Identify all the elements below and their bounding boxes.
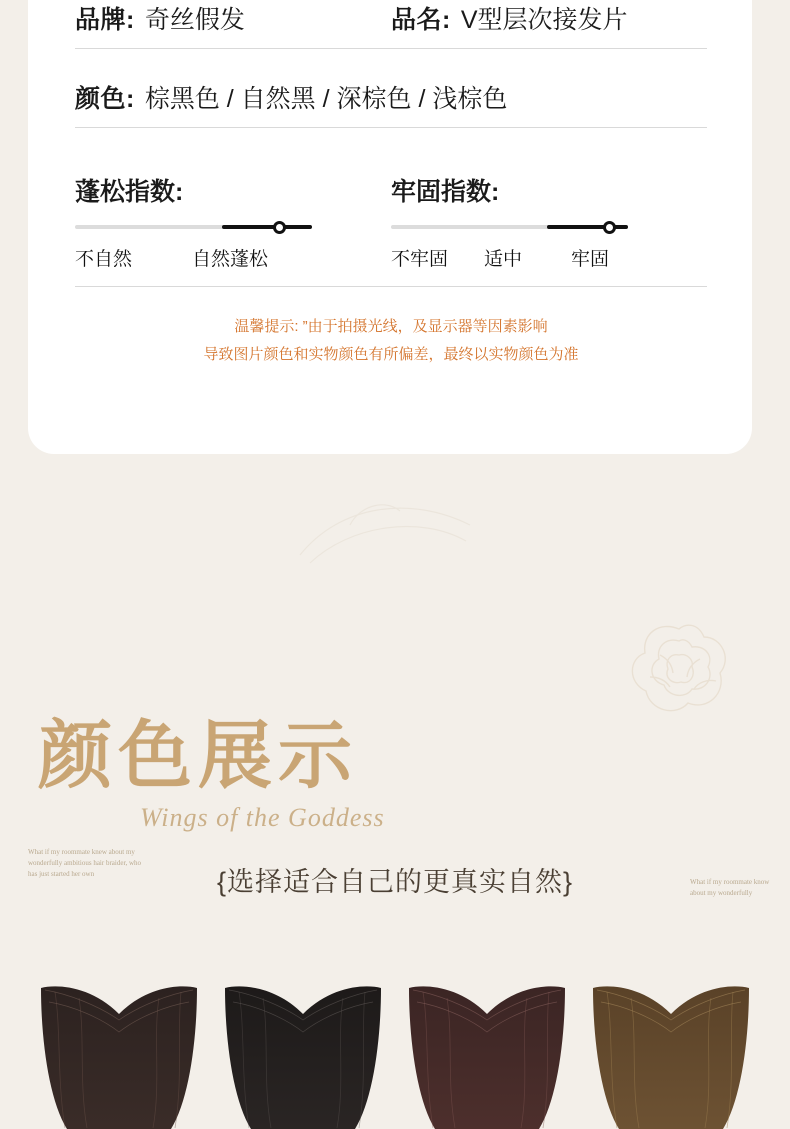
hair-piece-icon-3 bbox=[591, 980, 751, 1129]
fluffy-slider-knob[interactable] bbox=[273, 221, 286, 234]
disclaimer-line-2: 导致图片颜色和实物颜色有所偏差，最终以实物颜色为准 bbox=[203, 346, 579, 363]
firm-index-slider[interactable] bbox=[391, 222, 628, 232]
spec-content bbox=[75, 0, 707, 369]
brand-value: 奇丝假发 bbox=[144, 6, 245, 34]
spec-brand bbox=[75, 0, 391, 36]
color-label: 颜色: bbox=[75, 85, 135, 113]
color-showcase-section bbox=[0, 455, 790, 955]
swatch-item-3[interactable] bbox=[591, 980, 751, 1129]
spec-row-color bbox=[75, 79, 707, 128]
decor-microtext-right: What if my roommate know about my wonderfully bbox=[690, 878, 770, 897]
firm-slider-knob[interactable] bbox=[603, 221, 616, 234]
firm-index-title: 牢固指数: bbox=[391, 178, 500, 206]
decor-microtext-left: What if my roommate knew about my wonderfully ambitious hair braider, who has just started her own bbox=[28, 848, 142, 878]
spec-product bbox=[391, 0, 707, 36]
fluffy-scale-left: 不自然 bbox=[75, 249, 133, 270]
hair-piece-icon-0 bbox=[39, 980, 199, 1129]
product-value: V型层次接发片 bbox=[460, 6, 628, 34]
firm-scale-right: 牢固 bbox=[571, 249, 610, 270]
fluffy-index-title: 蓬松指数: bbox=[75, 178, 184, 206]
color-value: 棕黑色 / 自然黑 / 深棕色 / 浅棕色 bbox=[144, 85, 508, 113]
index-meters bbox=[75, 172, 707, 287]
product-label: 品名: bbox=[391, 6, 451, 34]
fluffy-index-slider[interactable] bbox=[75, 222, 312, 232]
color-swatch-row bbox=[0, 980, 790, 1129]
swatch-item-2[interactable] bbox=[407, 980, 567, 1129]
firm-index bbox=[391, 172, 707, 268]
disclaimer-line-1: 温馨提示: ”由于拍摄光线，及显示器等因素影响 bbox=[234, 318, 548, 335]
showcase-title-en: Wings of the Goddess bbox=[140, 803, 385, 832]
fluffy-scale-right: 自然蓬松 bbox=[192, 249, 269, 270]
peony-flower-icon bbox=[620, 615, 738, 719]
brand-label: 品牌: bbox=[75, 6, 135, 34]
disclaimer-note bbox=[75, 313, 707, 369]
fluffy-scale bbox=[75, 244, 312, 268]
showcase-subtitle: {选择适合自己的更真实自然} bbox=[216, 867, 574, 897]
hair-piece-icon-2 bbox=[407, 980, 567, 1129]
showcase-title-cn: 颜色展示 bbox=[38, 716, 358, 798]
fluffy-slider-fill bbox=[222, 225, 312, 229]
firm-scale-mid: 适中 bbox=[484, 249, 523, 270]
hair-piece-icon-1 bbox=[223, 980, 383, 1129]
spec-row-brand-product bbox=[75, 0, 707, 49]
firm-scale bbox=[391, 244, 628, 268]
swatch-item-1[interactable] bbox=[223, 980, 383, 1129]
fluffy-index bbox=[75, 172, 391, 268]
firm-scale-left: 不牢固 bbox=[391, 249, 449, 270]
swatch-item-0[interactable] bbox=[39, 980, 199, 1129]
product-spec-card bbox=[28, 0, 752, 454]
leaf-flourish-icon bbox=[290, 485, 480, 575]
